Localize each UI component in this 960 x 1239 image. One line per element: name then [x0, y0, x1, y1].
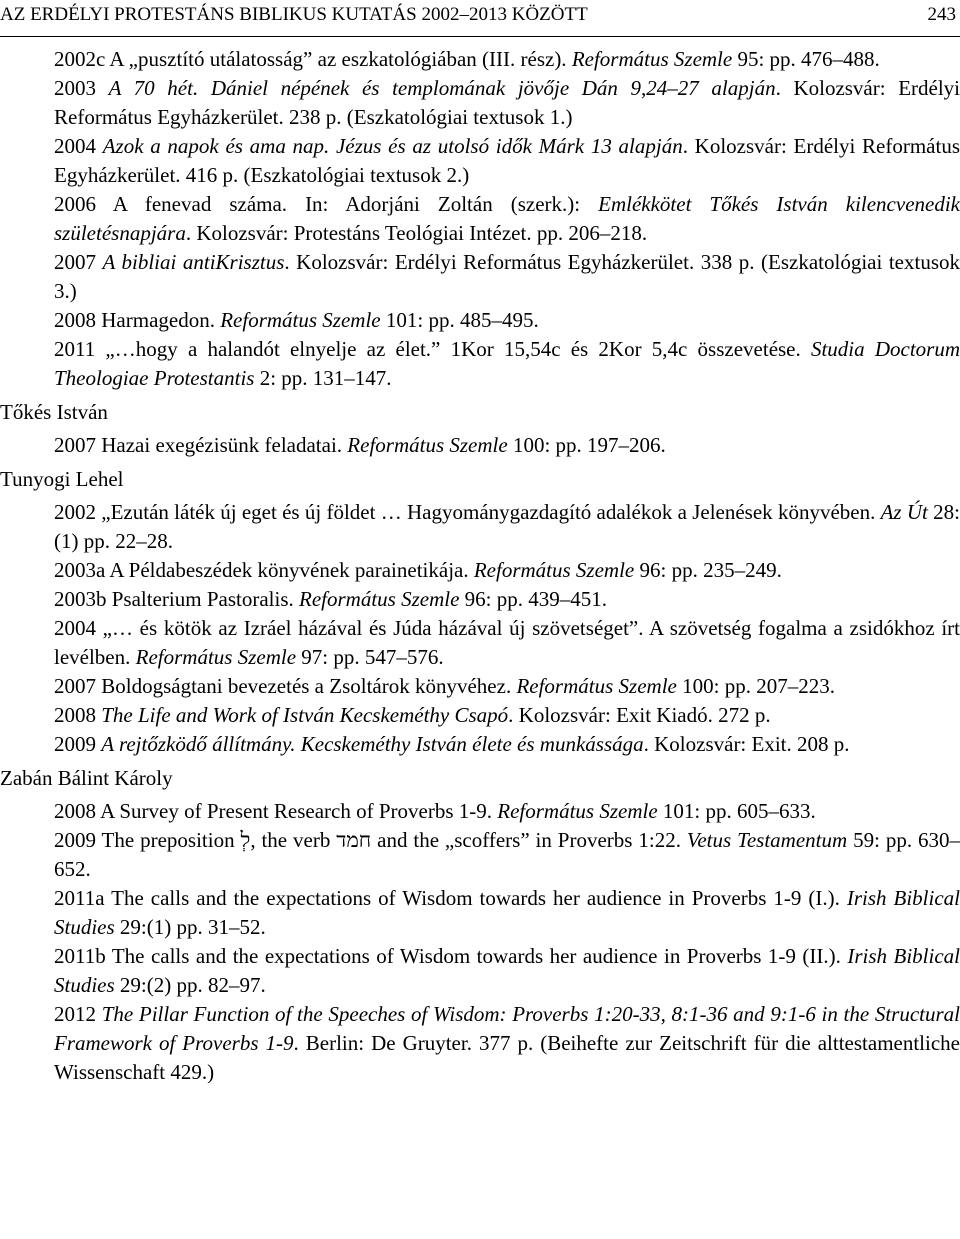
entry-text: 2006 A fenevad száma. In: Adorjáni Zoltán (szerk.): [54, 192, 599, 216]
running-header [0, 0, 960, 37]
entry-text: 2003b Psalterium Pastoralis. [54, 587, 299, 611]
entry-title-italic: Református Szemle [571, 47, 733, 71]
bibliography-entry [0, 701, 960, 730]
author-heading: Tunyogi Lehel [0, 467, 124, 491]
bibliography-entry [0, 1000, 960, 1087]
entry-text: . Kolozsvár: Exit Kiadó. 272 p. [508, 703, 771, 727]
entry-text: 29:(1) pp. 31–52. [114, 915, 266, 939]
entry-text: 2008 Harmagedon. [54, 308, 221, 332]
entry-text: 28:(1) pp. 22–28. [54, 500, 960, 553]
bibliography-entry [0, 132, 960, 190]
entry-title-italic: Vetus Testamentum [686, 828, 848, 852]
bibliography-entry [0, 498, 960, 556]
page-number: 243 [927, 4, 956, 25]
entry-text: 2004 „… és kötök az Izráel házával és Júda házával új szövetséget”. A szövetség fogalma a zsidókhoz írt levélben. [54, 616, 960, 669]
entry-text: 101: pp. 605–633. [657, 799, 816, 823]
entry-text: 97: pp. 547–576. [296, 645, 444, 669]
entry-title-italic: Az Út [880, 500, 928, 524]
bibliography-entry [0, 45, 960, 74]
entry-text: 2011 „…hogy a halandót elnyelje az élet.” 1Kor 15,54c és 2Kor 5,4c összevetése. [54, 337, 811, 361]
bibliography-entry [0, 942, 960, 1000]
entry-text: 2012 [54, 1002, 102, 1026]
entry-text: 2003a A Példabeszédek könyvének parainetikája. [54, 558, 474, 582]
entry-text: 2008 A Survey of Present Research of Proverbs 1-9. [54, 799, 498, 823]
entry-text: 2009 [54, 732, 102, 756]
entry-text: 59: pp. 630–652. [54, 828, 960, 881]
entry-text: 29:(2) pp. 82–97. [114, 973, 266, 997]
bibliography-list [0, 45, 960, 1087]
entry-text: . Kolozsvár: Erdélyi Református Egyházkerület. 338 p. (Eszkatológiai textusok 3.) [54, 250, 960, 303]
entry-text: 2003 [54, 76, 109, 100]
entry-text: 96: pp. 235–249. [634, 558, 782, 582]
bibliography-entry [0, 431, 960, 460]
entry-title-italic: Studia Doctorum Theologiae Protestantis [54, 337, 960, 390]
entry-title-italic: Azok a napok és ama nap. Jézus és az utolsó idők Márk 13 alapján [102, 134, 683, 158]
entry-text: 2002 „Ezután láték új eget és új földet … Hagyománygazdagító adalékok a Jelenések könyvében. [54, 500, 881, 524]
entry-title-italic: Irish Biblical Studies [54, 944, 960, 997]
entry-title-italic: Református Szemle [220, 308, 381, 332]
entry-title-italic: Református Szemle [299, 587, 460, 611]
entry-title-italic: The Pillar Function of the Speeches of Wisdom: Proverbs 1:20-33, 8:1-36 and 9:1-6 in the Structural Framework of Proverbs 1-9 [54, 1002, 960, 1055]
entry-text: 2011a The calls and the expectations of Wisdom towards her audience in Proverbs 1-9 (I.). [54, 886, 847, 910]
bibliography-entry [0, 826, 960, 884]
bibliography-entry [0, 585, 960, 614]
entry-title-italic: Emlékkötet Tőkés István kilencvenedik születésnapjára [54, 192, 960, 245]
entry-title-italic: Református Szemle [473, 558, 635, 582]
entry-title-italic: Református Szemle [516, 674, 677, 698]
entry-text: 2009 The preposition [54, 828, 241, 852]
entry-text: . Kolozsvár: Erdélyi Református Egyházkerület. 238 p. (Eszkatológiai textusok 1.) [54, 76, 960, 129]
entry-text: , the verb [250, 828, 337, 852]
author-heading: Tőkés István [0, 400, 108, 424]
entry-text: 2007 Boldogságtani bevezetés a Zsoltárok könyvéhez. [54, 674, 517, 698]
bibliography-entry [0, 74, 960, 132]
hebrew-word: לְ [240, 828, 251, 852]
entry-text: 96: pp. 439–451. [459, 587, 607, 611]
entry-text: . Kolozsvár: Protestáns Teológiai Intézet. pp. 206–218. [185, 221, 648, 245]
entry-text: 101: pp. 485–495. [380, 308, 539, 332]
bibliography-entry [0, 190, 960, 248]
entry-text: . Berlin: De Gruyter. 377 p. (Beihefte zur Zeitschrift für die alttestamentliche Wissenschaft 429.) [54, 1031, 960, 1084]
bibliography-entry [0, 248, 960, 306]
author-heading: Zabán Bálint Károly [0, 766, 173, 790]
entry-title-italic: The Life and Work of István Kecskeméthy Csapó [101, 703, 509, 727]
entry-title-italic: A bibliai antiKrisztus [102, 250, 285, 274]
entry-title-italic: Református Szemle [497, 799, 658, 823]
bibliography-entry [0, 797, 960, 826]
entry-text: 100: pp. 197–206. [507, 433, 666, 457]
entry-title-italic: Református Szemle [347, 433, 508, 457]
bibliography-entry [0, 672, 960, 701]
hebrew-word: חמד [336, 828, 372, 852]
entry-title-italic: A rejtőzködő állítmány. Kecskeméthy István élete és munkássága [101, 732, 644, 756]
bibliography-entry [0, 306, 960, 335]
entry-title-italic: Református Szemle [135, 645, 297, 669]
entry-text: and the „scoffers” in Proverbs 1:22. [371, 828, 687, 852]
entry-text: 95: pp. 476–488. [732, 47, 880, 71]
entry-text: . Kolozsvár: Erdélyi Református Egyházkerület. 416 p. (Eszkatológiai textusok 2.) [54, 134, 960, 187]
bibliography-entry [0, 884, 960, 942]
entry-text: 2002c A „pusztító utálatosság” az eszkatológiában (III. rész). [54, 47, 572, 71]
entry-title-italic: Irish Biblical Studies [54, 886, 960, 939]
entry-text: 2004 [54, 134, 103, 158]
bibliography-entry [0, 614, 960, 672]
entry-text: 2007 Hazai exegézisünk feladatai. [54, 433, 348, 457]
bibliography-entry [0, 335, 960, 393]
entry-text: 2011b The calls and the expectations of Wisdom towards her audience in Proverbs 1-9 (II.). [54, 944, 848, 968]
entry-text: 2007 [54, 250, 103, 274]
running-title: AZ ERDÉLYI PROTESTÁNS BIBLIKUS KUTATÁS 2002–2013 KÖZÖTT [0, 4, 588, 25]
bibliography-entry [0, 730, 960, 759]
entry-text: 2: pp. 131–147. [254, 366, 392, 390]
entry-text: . Kolozsvár: Exit. 208 p. [643, 732, 850, 756]
entry-text: 2008 [54, 703, 102, 727]
entry-text: 100: pp. 207–223. [676, 674, 835, 698]
entry-title-italic: A 70 hét. Dániel népének és templomának jövője Dán 9,24–27 alapján [108, 76, 776, 100]
bibliography-entry [0, 556, 960, 585]
